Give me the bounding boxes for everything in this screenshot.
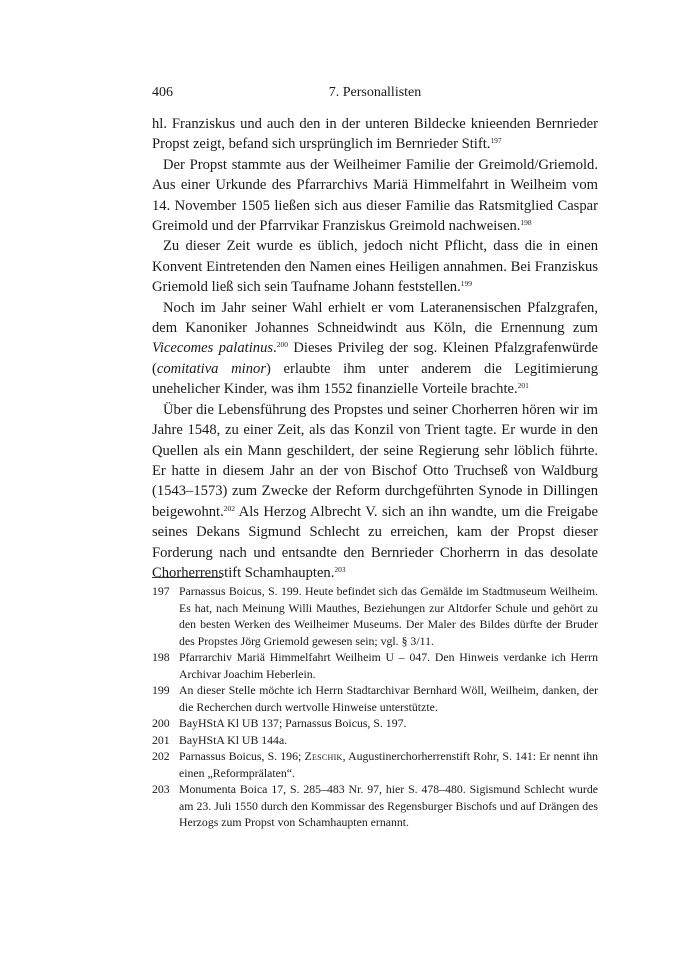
footnote-ref[interactable]: 198 [520, 218, 532, 228]
footnote-ref[interactable]: 200 [276, 340, 288, 350]
footnote-text: Pfarrarchiv Mariä Himmelfahrt Weilheim U – 047. Den Hinweis verdanke ich Herrn Archivar Joachim Heberlein. [179, 650, 598, 681]
italic-term: Vicecomes palatinus [152, 340, 274, 357]
footnote-text: Monumenta Boica 17, S. 285–483 Nr. 97, hier S. 478–480. Sigismund Schlecht wurde am 23. Juli 1550 durch den Kommissar des Regensburger Bischofs und auf Drängen des Herzogs zum Propst von Schamhaupten ernannt. [179, 782, 598, 829]
paragraph-4 [152, 298, 598, 400]
footnote-203 [152, 781, 598, 831]
footnote-198 [152, 649, 598, 682]
page-number: 406 [152, 85, 173, 100]
footnote-divider [152, 577, 222, 578]
text-run: Zu dieser Zeit wurde es üblich, jedoch nicht Pflicht, dass die in einen Konvent Eintretenden den Namen eines Heiligen annahmen. Bei Franziskus Griemold ließ sich sein Taufname Johann feststellen. [152, 238, 598, 296]
text-run: hl. Franziskus und auch den in der unteren Bildecke knieenden Bernrieder Propst zeigt, befand sich ursprünglich im Bernrieder Stift. [152, 116, 598, 153]
footnote-number: 201 [152, 732, 170, 747]
paragraph-1 [152, 114, 598, 155]
text-run: Parnassus Boicus, S. 196; [179, 749, 305, 763]
author-name: Zeschik [304, 749, 343, 763]
text-run: Dieses Privileg der sog. Kleinen Pfalzgrafenwürde ( [152, 340, 598, 377]
footnote-number: 203 [152, 782, 170, 796]
text-run: Noch im Jahr seiner Wahl erhielt er vom Lateranensischen Pfalzgrafen, dem Kanoniker Johannes Schneidwindt aus Köln, die Ernennung zum [152, 299, 598, 337]
text-run: ) erlaubte ihm unter anderem die Legitimierung unehelicher Kinder, was ihm 1552 finanzielle Vorteile brachte. [152, 360, 598, 398]
footnote-number: 198 [152, 650, 170, 664]
running-title: 7. Personallisten [328, 85, 422, 100]
footnote-text [179, 748, 598, 781]
main-text [152, 114, 598, 583]
paragraph-5 [152, 400, 598, 584]
footnote-number: 197 [152, 584, 170, 598]
footnote-ref[interactable]: 197 [490, 136, 502, 146]
footnote-ref[interactable]: 203 [334, 564, 346, 574]
footnote-text: Parnassus Boicus, S. 199. Heute befindet sich das Gemälde im Stadtmuseum Weilheim. Es hat, nach Meinung Willi Mauthes, Beziehungen zur Altdorfer Schule und gehört zu den besten Werken des Weilheimer Museums. Der Maler des Bildes dürfte der Bruder des Propstes Jörg Griemold gewesen sein; vgl. § 3/11. [179, 584, 598, 648]
footnote-number: 202 [152, 749, 170, 763]
footnote-200 [152, 715, 598, 732]
footnote-text: BayHStA Kl UB 144a. [179, 732, 288, 747]
italic-term: comitativa minor [156, 360, 266, 377]
footnote-ref[interactable]: 199 [460, 279, 472, 289]
running-header [152, 85, 598, 105]
text-run: Über die Lebensführung des Propstes und seiner Chorherren hören wir im Jahre 1548, zu einer Zeit, als das Konzil von Trient tagte. Er wurde in den Quellen als ein Mann geschildert, der seine Regierung sehr löblich führte. Er hatte in diesem Jahr an der von Bischof Otto Truchseß von Waldburg (1543–1573) zum Zwecke der Reform durchgeführten Synode in Dillingen beigewohnt. [152, 401, 598, 520]
footnote-199 [152, 682, 598, 715]
footnote-197 [152, 583, 598, 649]
footnotes [152, 583, 598, 831]
footnote-number: 199 [152, 683, 170, 697]
text-run: Als Herzog Albrecht V. sich an ihn wandte, um die Freigabe seines Dekans Sigmund Schlecht zu erreichen, kam der Propst dieser Forderung nach und entsandte den Bernrieder Chorherrn in das desolate Chorherrenstift Schamhaupten. [152, 503, 598, 581]
footnote-202 [152, 748, 598, 781]
footnote-ref[interactable]: 201 [517, 381, 529, 391]
footnote-text: BayHStA Kl UB 137; Parnassus Boicus, S. 197. [179, 716, 407, 730]
text-run: , Augustinerchorherrenstift Rohr, S. 141: Er nennt ihn einen „Reformprälaten“. [179, 749, 598, 780]
paragraph-3 [152, 236, 598, 297]
footnote-number: 200 [152, 716, 170, 730]
paragraph-2 [152, 155, 598, 237]
footnote-text: An dieser Stelle möchte ich Herrn Stadtarchivar Bernhard Wöll, Weilheim, danken, der die Recherchen durch wertvolle Hinweise unterstützte. [179, 683, 598, 714]
text-run: . [273, 340, 277, 357]
footnote-ref[interactable]: 202 [223, 503, 235, 513]
footnote-201 [152, 732, 598, 749]
text-run: Der Propst stammte aus der Weilheimer Familie der Greimold/Griemold. Aus einer Urkunde des Pfarrarchivs Mariä Himmelfahrt in Weilheim vom 14. November 1505 ließen sich aus dieser Familie das Ratsmitglied Caspar Greimold und der Pfarrvikar Franziskus Greimold nachweisen. [152, 156, 598, 235]
